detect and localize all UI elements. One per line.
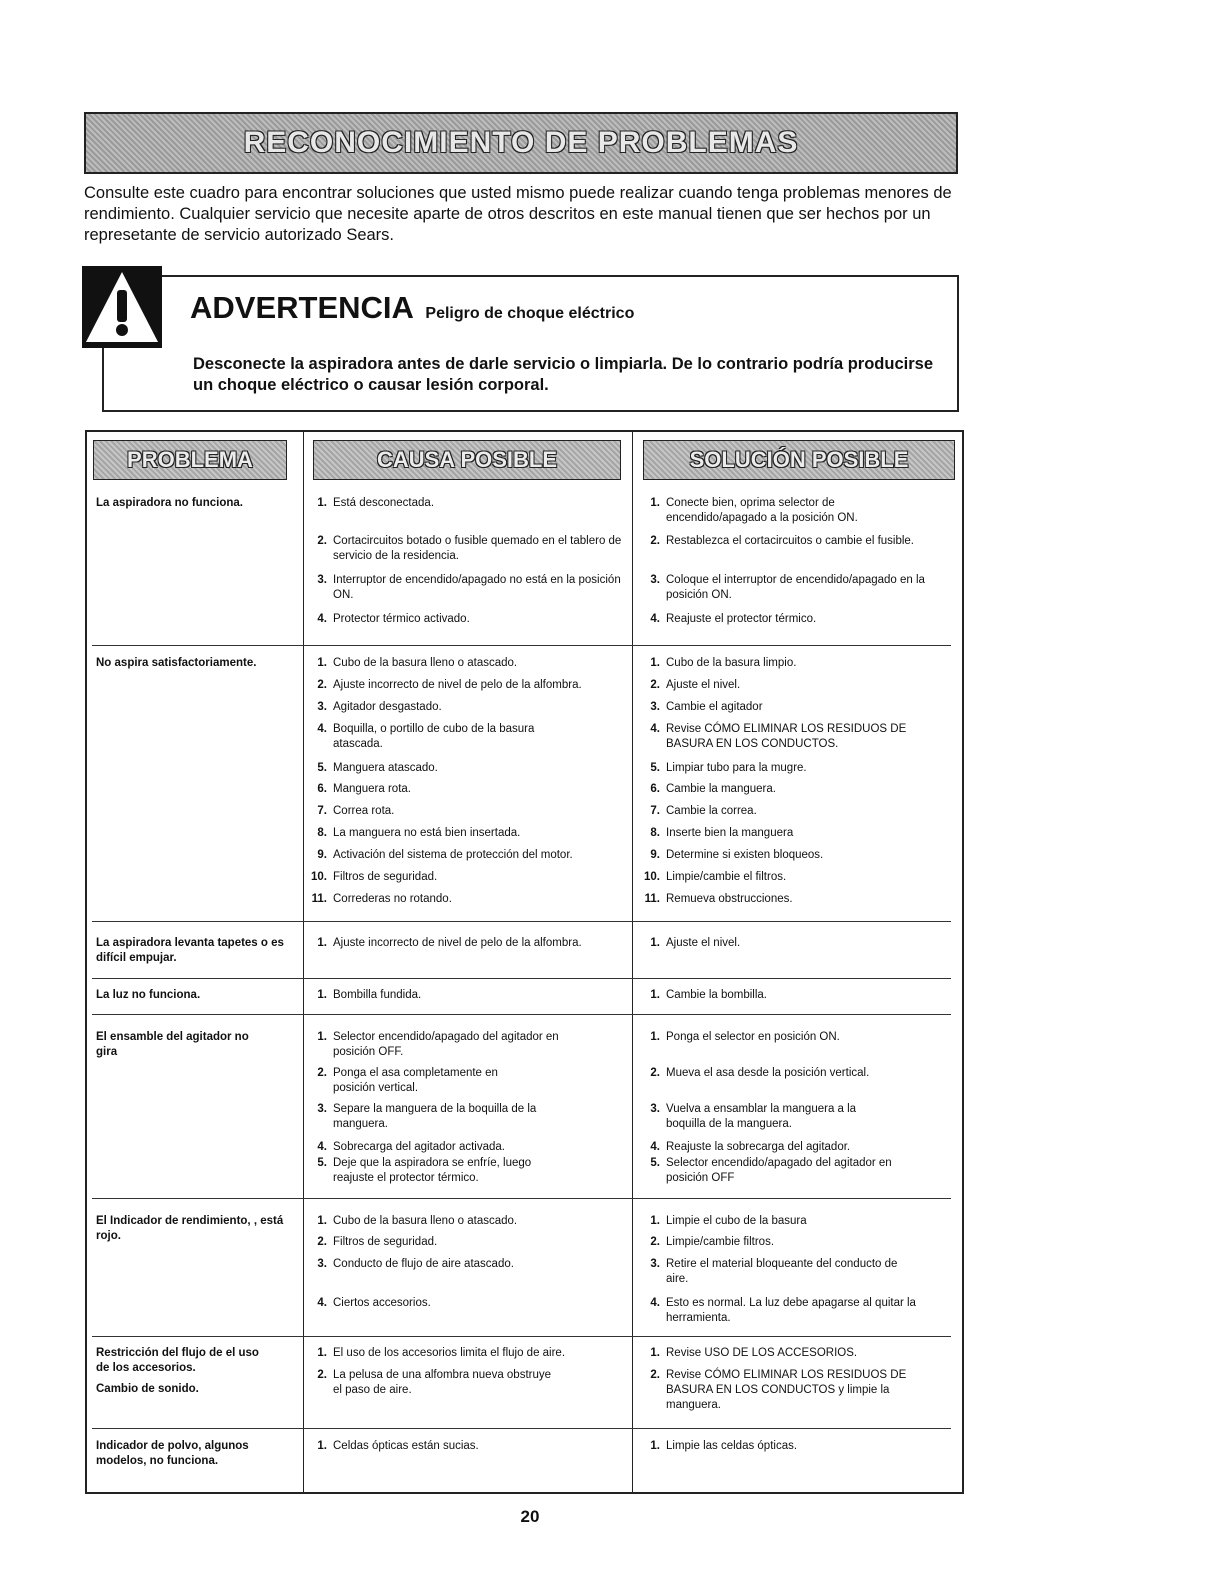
column-divider [303, 430, 304, 1494]
item-number: 4. [650, 723, 660, 735]
item-number: 5. [317, 1157, 327, 1169]
item-number: 11. [644, 893, 660, 905]
warning-triangle-icon [82, 266, 162, 348]
item-number: 8. [650, 827, 660, 839]
item-text: Reajuste la sobrecarga del agitador. [666, 1141, 851, 1153]
item-number: 1. [317, 989, 327, 1001]
item-text: Remueva obstrucciones. [666, 893, 793, 905]
item-text: Está desconectada. [333, 497, 435, 509]
item-text: Selector encendido/apagado del agitador en posición OFF [666, 1157, 892, 1184]
cause-item [305, 1140, 630, 1155]
item-text: El uso de los accesorios limita el flujo de aire. [333, 1347, 566, 1359]
item-number: 2. [650, 679, 660, 691]
header-solution [643, 440, 955, 480]
solution-item [638, 656, 938, 671]
item-number: 1. [650, 1031, 660, 1043]
problem-cell: El Indicador de rendimiento, , está rojo. [96, 1215, 284, 1242]
item-number: 7. [317, 805, 327, 817]
item-text: Ajuste incorrecto de nivel de pelo de la alfombra. [333, 937, 582, 949]
cause-item [305, 1368, 630, 1398]
cause-item [305, 936, 630, 951]
header-problem-label: PROBLEMA [127, 447, 253, 472]
warning-text: Desconecte la aspiradora antes de darle servicio o limpiarla. De lo contrario podría producirse un choque eléctrico o causar lesión corporal. [193, 355, 934, 394]
item-number: 4. [650, 1141, 660, 1153]
item-text: Revise CÓMO ELIMINAR LOS RESIDUOS DE BASURA EN LOS CONDUCTOS. [666, 723, 907, 750]
problem-cell: La aspiradora levanta tapetes o es difícil empujar. [96, 937, 284, 964]
solution-item [638, 761, 938, 776]
item-number: 3. [317, 574, 327, 586]
item-text: Manguera atascado. [333, 762, 438, 774]
item-number: 1. [317, 497, 327, 509]
item-text: Limpie/cambie el filtros. [666, 871, 787, 883]
item-number: 1. [650, 1440, 660, 1452]
item-text: La pelusa de una alfombra nueva obstruye el paso de aire. [333, 1369, 552, 1396]
cause-item [305, 656, 630, 671]
problem-cell-secondary: Cambio de sonido. [96, 1383, 199, 1395]
item-number: 1. [650, 937, 660, 949]
item-number: 2. [317, 679, 327, 691]
item-text: Ponga el asa completamente en posición vertical. [333, 1067, 498, 1094]
item-text: Sobrecarga del agitador activada. [333, 1141, 505, 1153]
cause-item [305, 1030, 630, 1060]
solution-item [638, 870, 938, 885]
solution-item [638, 678, 938, 693]
item-text: Limpie/cambie filtros. [666, 1236, 775, 1248]
problem-cell: La aspiradora no funciona. [96, 497, 243, 509]
item-number: 4. [317, 1297, 327, 1309]
row-separator [92, 921, 951, 922]
item-text: Cambie la manguera. [666, 783, 776, 795]
item-text: Agitador desgastado. [333, 701, 442, 713]
item-text: Boquilla, o portillo de cubo de la basura atascada. [333, 723, 535, 750]
item-number: 7. [650, 805, 660, 817]
solution-item [638, 892, 938, 907]
cause-item [305, 1346, 630, 1361]
item-number: 2. [317, 1067, 327, 1079]
item-text: Conecte bien, oprima selector de encendido/apagado a la posición ON. [666, 497, 858, 524]
item-number: 3. [650, 574, 660, 586]
cause-item [305, 826, 630, 841]
item-text: Filtros de seguridad. [333, 1236, 438, 1248]
item-text: Ajuste el nivel. [666, 679, 741, 691]
item-text: Esto es normal. La luz debe apagarse al quitar la herramienta. [666, 1297, 916, 1324]
item-text: Bombilla fundida. [333, 989, 422, 1001]
solution-item [638, 1156, 938, 1186]
item-number: 2. [650, 1236, 660, 1248]
item-text: Cubo de la basura lleno o atascado. [333, 1215, 518, 1227]
solution-item [638, 1140, 938, 1155]
problem-cell: No aspira satisfactoriamente. [96, 657, 257, 669]
item-number: 4. [317, 723, 327, 735]
item-text: Activación del sistema de protección del motor. [333, 849, 573, 861]
solution-item [638, 612, 938, 627]
item-number: 5. [650, 762, 660, 774]
header-solution-label: SOLUCIÓN POSIBLE [689, 447, 909, 472]
cause-item [305, 782, 630, 797]
solution-item [638, 988, 938, 1003]
cause-item [305, 761, 630, 776]
item-text: Retire el material bloqueante del conducto de aire. [666, 1258, 898, 1285]
cause-item [305, 988, 630, 1003]
item-text: Ajuste incorrecto de nivel de pelo de la alfombra. [333, 679, 582, 691]
item-number: 2. [317, 1236, 327, 1248]
cause-item [305, 1066, 630, 1096]
row-separator [92, 1336, 951, 1337]
solution-item [638, 496, 938, 526]
item-text: Revise CÓMO ELIMINAR LOS RESIDUOS DE BASURA EN LOS CONDUCTOS y limpie la manguera. [666, 1369, 907, 1411]
item-number: 1. [650, 1215, 660, 1227]
item-number: 1. [317, 1215, 327, 1227]
solution-item [638, 826, 938, 841]
row-separator [92, 1014, 951, 1015]
item-text: Inserte bien la manguera [666, 827, 794, 839]
item-number: 2. [650, 535, 660, 547]
item-text: Conducto de flujo de aire atascado. [333, 1258, 514, 1270]
solution-item [638, 1439, 938, 1454]
item-text: Deje que la aspiradora se enfríe, luego reajuste el protector térmico. [333, 1157, 532, 1184]
item-number: 3. [317, 1103, 327, 1115]
item-number: 3. [650, 1103, 660, 1115]
item-number: 4. [317, 1141, 327, 1153]
item-text: Cambie el agitador [666, 701, 763, 713]
item-number: 9. [650, 849, 660, 861]
item-text: Ajuste el nivel. [666, 937, 741, 949]
solution-item [638, 1102, 938, 1132]
item-text: Manguera rota. [333, 783, 411, 795]
item-text: Limpie el cubo de la basura [666, 1215, 807, 1227]
item-text: Ponga el selector en posición ON. [666, 1031, 840, 1043]
solution-item [638, 1257, 938, 1287]
cause-item [305, 700, 630, 715]
warning-title: ADVERTENCIA [190, 290, 413, 325]
row-separator [92, 1428, 951, 1429]
item-text: Separe la manguera de la boquilla de la manguera. [333, 1103, 537, 1130]
cause-item [305, 534, 630, 564]
item-text: Cambie la correa. [666, 805, 757, 817]
cause-item [305, 1439, 630, 1454]
item-number: 1. [650, 989, 660, 1001]
item-number: 1. [317, 937, 327, 949]
item-text: Cortacircuitos botado o fusible quemado en el tablero de servicio de la residencia. [333, 535, 622, 562]
item-number: 6. [650, 783, 660, 795]
solution-item [638, 1296, 938, 1326]
problem-cell: La luz no funciona. [96, 989, 201, 1001]
item-number: 3. [317, 701, 327, 713]
cause-item [305, 848, 630, 863]
item-number: 9. [317, 849, 327, 861]
solution-item [638, 722, 938, 752]
header-cause [313, 440, 621, 480]
page-number: 20 [520, 1507, 540, 1526]
item-number: 8. [317, 827, 327, 839]
section-title: RECONOCIMIENTO DE PROBLEMAS [243, 126, 799, 159]
solution-item [638, 573, 938, 603]
cause-item [305, 1156, 630, 1186]
row-separator [92, 645, 951, 646]
item-number: 1. [650, 1347, 660, 1359]
solution-item [638, 1346, 938, 1361]
item-number: 6. [317, 783, 327, 795]
item-number: 1. [317, 1031, 327, 1043]
cause-item [305, 678, 630, 693]
item-number: 1. [317, 657, 327, 669]
item-number: 3. [650, 701, 660, 713]
warning-subtitle: Peligro de choque eléctrico [425, 305, 635, 322]
item-text: Interruptor de encendido/apagado no está en la posición ON. [333, 574, 621, 601]
solution-item [638, 936, 938, 951]
cause-item [305, 804, 630, 819]
solution-item [638, 534, 938, 549]
item-text: Mueva el asa desde la posición vertical. [666, 1067, 870, 1079]
cause-item [305, 722, 630, 752]
cause-item [305, 1102, 630, 1132]
item-number: 2. [317, 1369, 327, 1381]
item-number: 4. [650, 1297, 660, 1309]
row-separator [92, 1198, 951, 1199]
item-text: Correa rota. [333, 805, 395, 817]
item-number: 3. [317, 1258, 327, 1270]
intro-paragraph: Consulte este cuadro para encontrar soluciones que usted mismo puede realizar cuando tenga problemas menores de rendimiento. Cualquier servicio que necesite aparte de otros descritos en este manual tienen que ser hechos por un represetante de servicio autorizado Sears. [84, 184, 952, 244]
item-number: 2. [650, 1067, 660, 1079]
item-number: 1. [650, 497, 660, 509]
item-number: 1. [650, 657, 660, 669]
item-number: 2. [317, 535, 327, 547]
item-number: 4. [650, 613, 660, 625]
item-text: Cubo de la basura lleno o atascado. [333, 657, 518, 669]
cause-item [305, 573, 630, 603]
cause-item [305, 496, 630, 511]
solution-item [638, 804, 938, 819]
cause-item [305, 1257, 630, 1272]
item-number: 10. [644, 871, 660, 883]
solution-item [638, 1368, 938, 1413]
item-text: Reajuste el protector térmico. [666, 613, 817, 625]
item-number: 5. [650, 1157, 660, 1169]
cause-item [305, 1214, 630, 1229]
solution-item [638, 1030, 938, 1045]
item-text: Cambie la bombilla. [666, 989, 767, 1001]
solution-item [638, 700, 938, 715]
problem-cell: Indicador de polvo, algunos modelos, no funciona. [96, 1440, 249, 1467]
item-text: Vuelva a ensamblar la manguera a la boquilla de la manguera. [666, 1103, 857, 1130]
item-text: Determine si existen bloqueos. [666, 849, 824, 861]
header-problem [93, 440, 287, 480]
solution-item [638, 1066, 938, 1081]
section-title-banner [84, 112, 958, 174]
item-number: 1. [317, 1347, 327, 1359]
item-text: Restablezca el cortacircuitos o cambie el fusible. [666, 535, 915, 547]
item-text: Selector encendido/apagado del agitador en posición OFF. [333, 1031, 559, 1058]
problem-cell: El ensamble del agitador no gira [96, 1031, 249, 1058]
item-text: Ciertos accesorios. [333, 1297, 431, 1309]
item-number: 5. [317, 762, 327, 774]
item-text: Coloque el interruptor de encendido/apagado en la posición ON. [666, 574, 925, 601]
row-separator [92, 978, 951, 979]
solution-item [638, 782, 938, 797]
item-text: Limpie las celdas ópticas. [666, 1440, 798, 1452]
solution-item [638, 1214, 938, 1229]
column-divider [632, 430, 633, 1494]
item-number: 2. [650, 1369, 660, 1381]
item-number: 10. [311, 871, 327, 883]
cause-item [305, 1235, 630, 1250]
item-text: Limpiar tubo para la mugre. [666, 762, 807, 774]
warning-heading [190, 290, 634, 326]
solution-item [638, 1235, 938, 1250]
cause-item [305, 892, 630, 907]
item-text: Correderas no rotando. [333, 893, 452, 905]
problem-cell: Restricción del flujo de el uso de los accesorios. [96, 1347, 259, 1374]
item-number: 11. [311, 893, 327, 905]
item-text: Celdas ópticas están sucias. [333, 1440, 479, 1452]
item-text: Cubo de la basura limpio. [666, 657, 797, 669]
solution-item [638, 848, 938, 863]
item-number: 4. [317, 613, 327, 625]
item-number: 1. [317, 1440, 327, 1452]
item-text: Protector térmico activado. [333, 613, 470, 625]
item-text: Filtros de seguridad. [333, 871, 438, 883]
item-text: La manguera no está bien insertada. [333, 827, 521, 839]
cause-item [305, 1296, 630, 1311]
cause-item [305, 612, 630, 627]
item-text: Revise USO DE LOS ACCESORIOS. [666, 1347, 858, 1359]
item-number: 3. [650, 1258, 660, 1270]
header-cause-label: CAUSA POSIBLE [376, 447, 558, 472]
cause-item [305, 870, 630, 885]
